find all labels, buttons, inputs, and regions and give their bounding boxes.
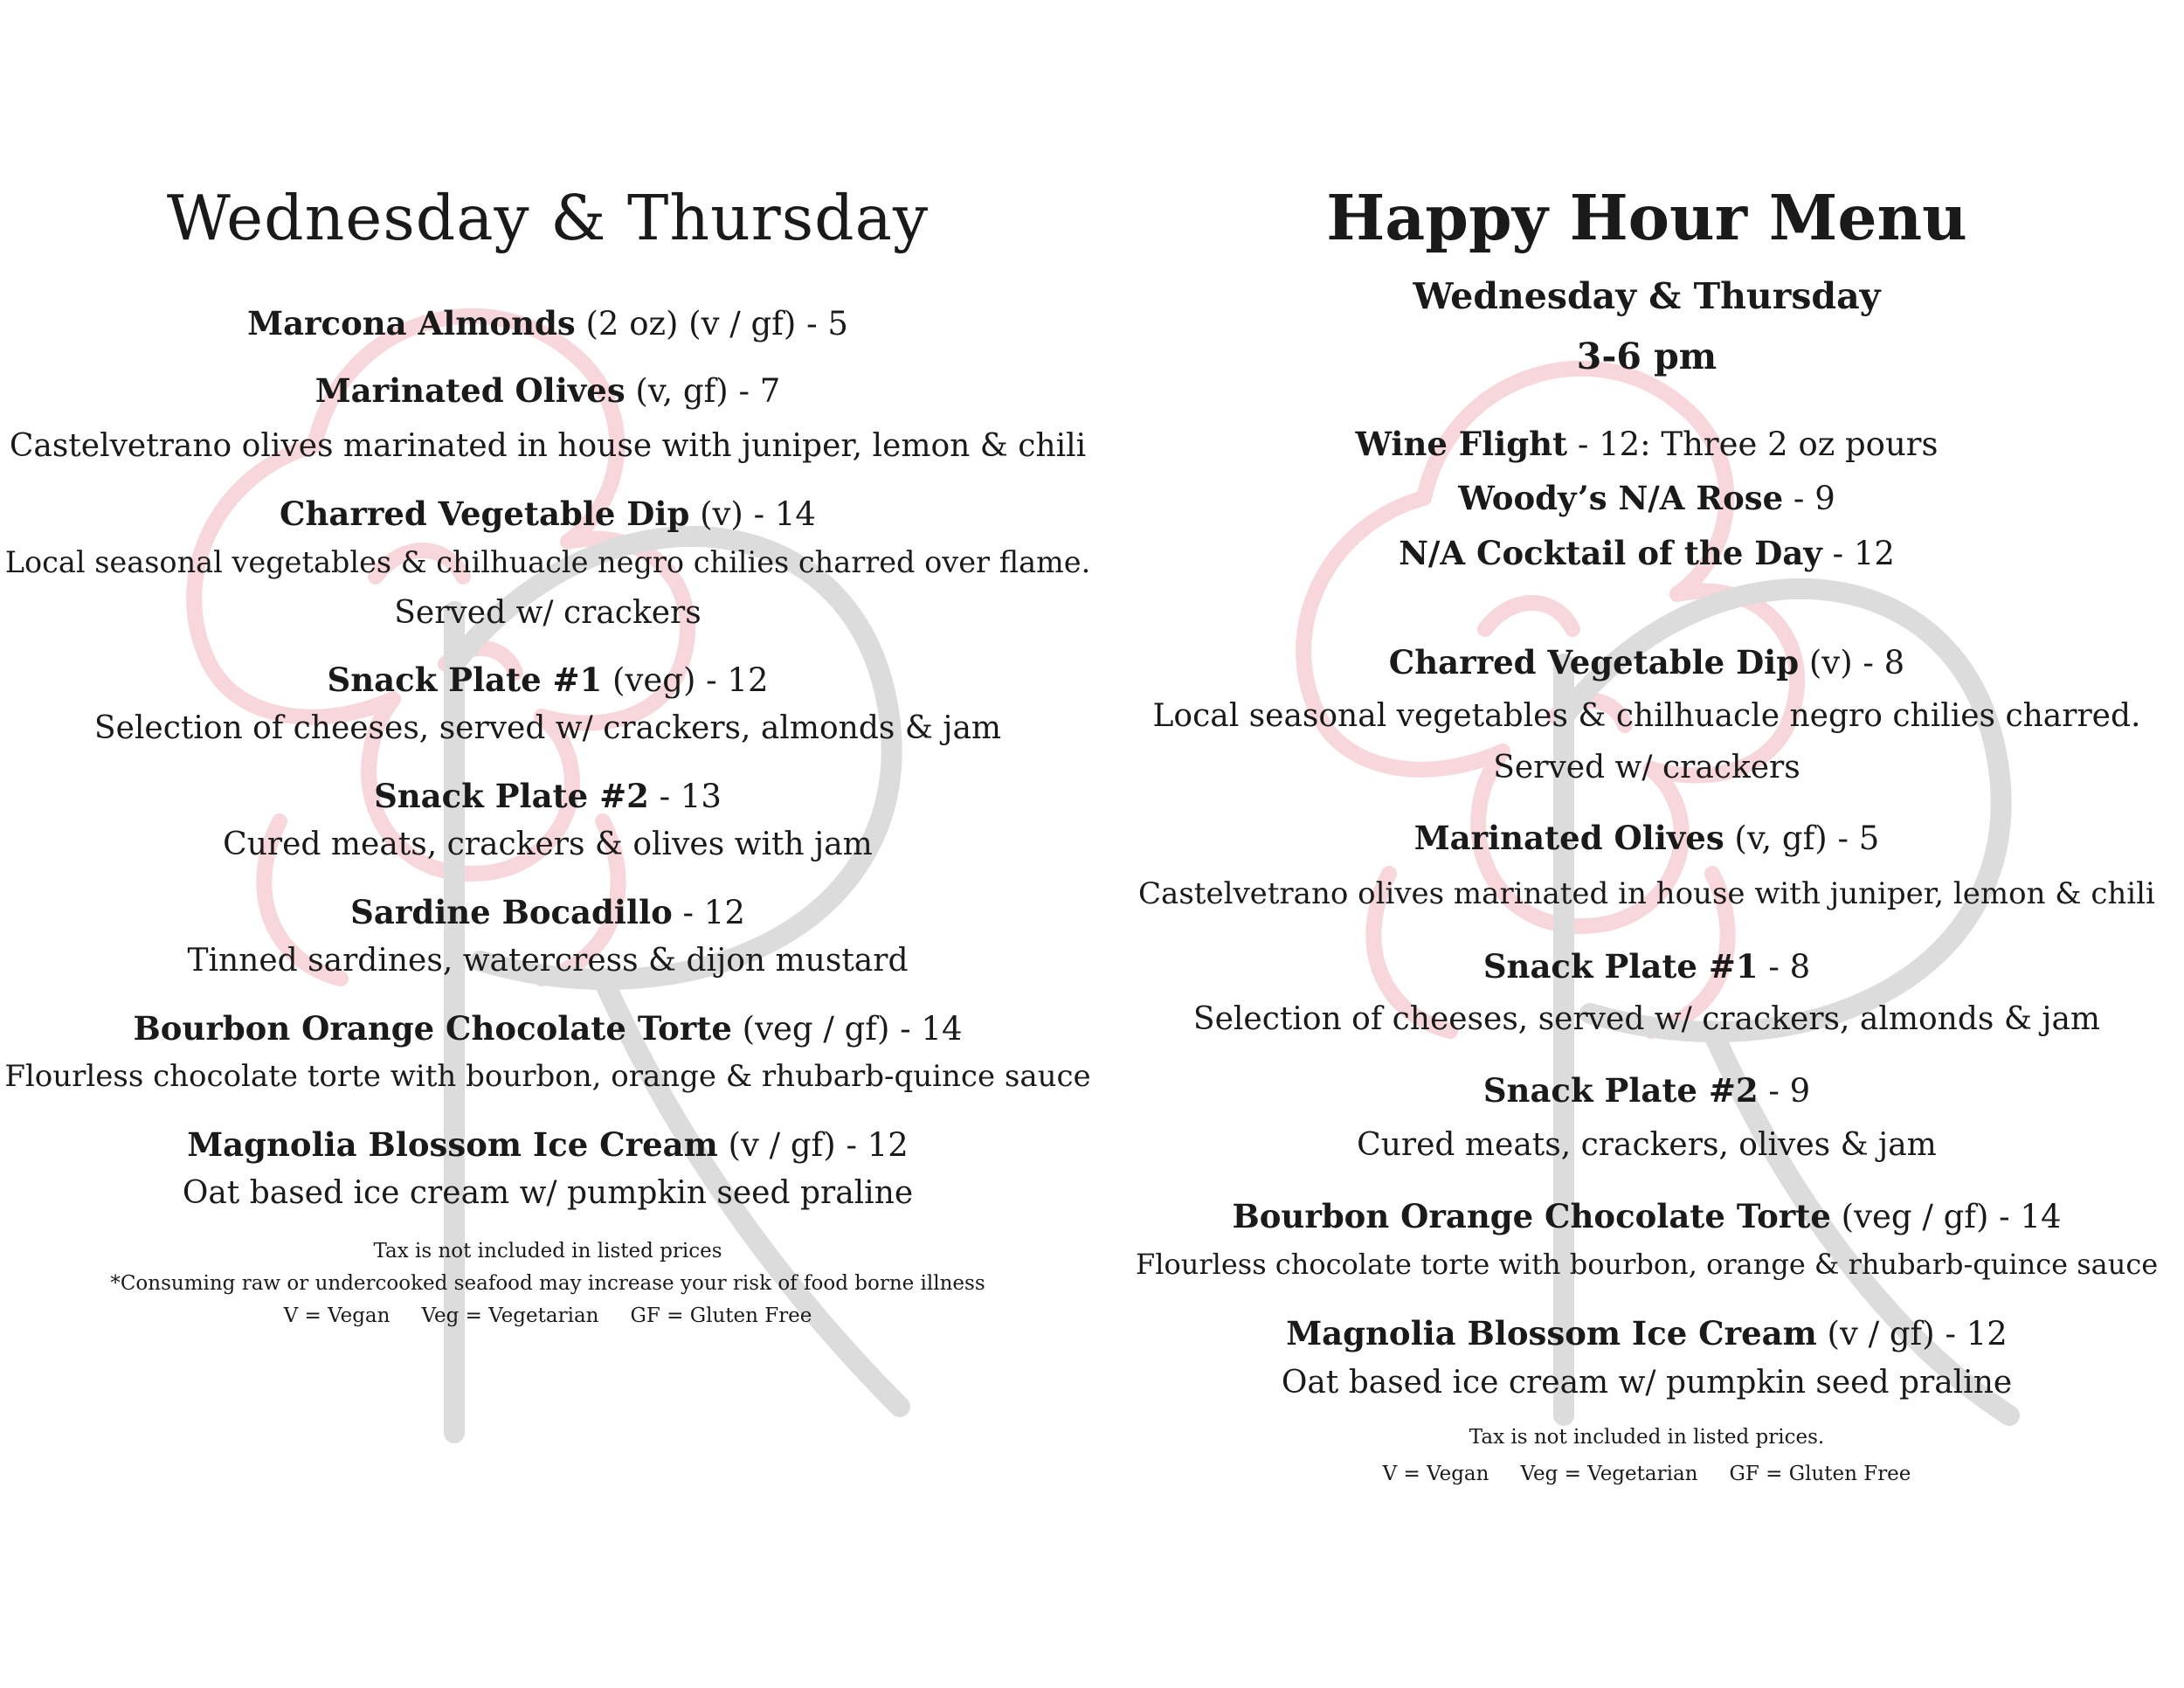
item-description: Local seasonal vegetables & chilhuacle negro chilies charred over flame.	[4, 545, 1091, 579]
menu-item	[0, 893, 1095, 931]
menu-item	[0, 495, 1095, 533]
item-detail: - 8	[1758, 948, 1811, 986]
menu-item	[0, 777, 1095, 815]
menu-days: Wednesday & Thursday	[1413, 275, 1881, 317]
legend-vegan: V = Vegan	[283, 1304, 390, 1327]
item-description: Tinned sardines, watercress & dijon mustard	[187, 943, 909, 979]
item-name: Snack Plate #1	[1482, 947, 1759, 986]
legend-vegetarian: Veg = Vegetarian	[1520, 1463, 1698, 1485]
item-description: Flourless chocolate torte with bourbon, orange & rhubarb-quince sauce	[1136, 1248, 2159, 1281]
item-name: Snack Plate #1	[327, 661, 603, 699]
item-name: Bourbon Orange Chocolate Torte	[133, 1009, 732, 1048]
item-detail: (v / gf) - 12	[1816, 1315, 2008, 1352]
item-description: Cured meats, crackers, olives & jam	[1357, 1127, 1937, 1163]
item-detail: (veg) - 12	[602, 661, 769, 699]
item-detail: - 12	[672, 894, 745, 931]
drink-name: N/A Cocktail of the Day	[1399, 534, 1822, 572]
item-description: Castelvetrano olives marinated in house with juniper, lemon & chili	[9, 428, 1087, 464]
menu-item	[0, 1125, 1095, 1164]
item-name: Bourbon Orange Chocolate Torte	[1232, 1197, 1831, 1235]
item-description: Served w/ crackers	[394, 595, 702, 631]
happy-hour-title: Happy Hour Menu	[1326, 181, 1967, 254]
item-detail: - 9	[1758, 1072, 1811, 1110]
drink-item	[1136, 534, 2158, 572]
drink-detail: - 12: Three 2 oz pours	[1567, 425, 1939, 463]
menu-item	[1136, 947, 2158, 986]
item-detail: (v / gf) - 12	[717, 1126, 909, 1164]
seafood-warning: *Consuming raw or undercooked seafood may increase your risk of food borne illness	[110, 1272, 985, 1295]
tax-note: Tax is not included in listed prices	[373, 1240, 722, 1263]
item-detail: (veg / gf) - 14	[731, 1010, 963, 1048]
item-detail: - 13	[648, 778, 722, 815]
legend-vegetarian: Veg = Vegetarian	[421, 1304, 599, 1327]
item-detail: (veg / gf) - 14	[1830, 1198, 2062, 1235]
item-detail: (v, gf) - 7	[625, 372, 781, 410]
drink-name: Woody’s N/A Rose	[1458, 479, 1784, 517]
item-description: Selection of cheeses, served w/ crackers, almonds & jam	[1192, 1001, 2101, 1037]
legend-vegan: V = Vegan	[1382, 1463, 1489, 1485]
item-detail: (v, gf) - 5	[1724, 820, 1880, 857]
item-name: Snack Plate #2	[1482, 1071, 1759, 1110]
menu-item	[1136, 1071, 2158, 1110]
drink-item	[1136, 425, 2158, 463]
item-name: Charred Vegetable Dip	[280, 495, 690, 533]
menu-item	[1136, 643, 2158, 681]
menu-item	[1136, 819, 2158, 857]
menu-item	[0, 304, 1095, 342]
item-description: Castelvetrano olives marinated in house with juniper, lemon & chili	[1138, 876, 2155, 911]
item-name: Marinated Olives	[1413, 819, 1724, 857]
item-name: Snack Plate #2	[374, 777, 649, 815]
item-name: Marinated Olives	[314, 371, 625, 410]
item-name: Magnolia Blossom Ice Cream	[187, 1125, 718, 1164]
item-description: Oat based ice cream w/ pumpkin seed praline	[1281, 1365, 2013, 1401]
item-name: Sardine Bocadillo	[350, 893, 673, 931]
menu-item	[0, 1009, 1095, 1048]
item-description: Flourless chocolate torte with bourbon, orange & rhubarb-quince sauce	[4, 1059, 1091, 1094]
menu-item	[0, 661, 1095, 699]
left-menu-title: Wednesday & Thursday	[166, 182, 930, 254]
menu-item	[0, 371, 1095, 410]
item-description: Oat based ice cream w/ pumpkin seed praline	[182, 1175, 914, 1211]
menu-hours: 3-6 pm	[1576, 336, 1717, 377]
item-description: Served w/ crackers	[1493, 750, 1800, 785]
item-description: Selection of cheeses, served w/ crackers, almonds & jam	[93, 710, 1002, 746]
drink-detail: - 9	[1783, 480, 1835, 517]
drink-detail: - 12	[1821, 535, 1895, 572]
item-detail: (v) - 14	[689, 495, 816, 533]
dietary-legend	[0, 1306, 1095, 1326]
menu-item	[1136, 1197, 2158, 1235]
item-name: Magnolia Blossom Ice Cream	[1286, 1314, 1817, 1352]
drink-name: Wine Flight	[1355, 425, 1568, 463]
item-name: Marcona Almonds	[247, 304, 576, 342]
tax-note: Tax is not included in listed prices.	[1469, 1426, 1825, 1449]
legend-gluten-free: GF = Gluten Free	[1729, 1463, 1911, 1485]
drink-item	[1136, 479, 2158, 517]
legend-gluten-free: GF = Gluten Free	[630, 1304, 812, 1327]
menu-item	[1136, 1314, 2158, 1352]
item-description: Cured meats, crackers & olives with jam	[223, 827, 873, 862]
item-detail: (2 oz) (v / gf) - 5	[575, 305, 848, 342]
item-detail: (v) - 8	[1799, 644, 1905, 681]
item-description: Local seasonal vegetables & chilhuacle negro chilies charred.	[1152, 698, 2141, 734]
item-name: Charred Vegetable Dip	[1388, 643, 1800, 681]
dietary-legend	[1136, 1464, 2158, 1484]
